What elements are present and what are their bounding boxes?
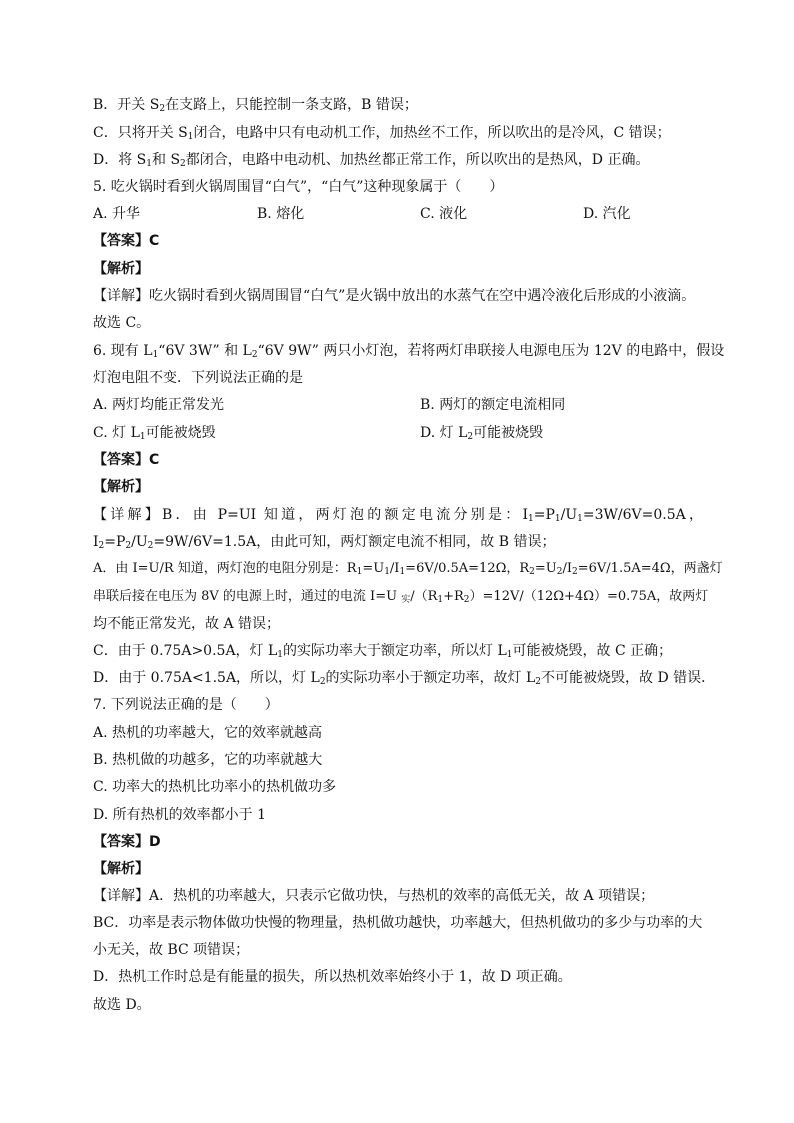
analysis-label: 【解析】 [93, 861, 149, 877]
text-line: B．开关 $S_2$在支路上，只能控制一条支路，B 错误； [93, 97, 418, 114]
answer-label: 【答案】C [93, 452, 160, 468]
option-b: B. 热机做的功越多，它的功率就越大 [93, 752, 323, 768]
option-a: A. 两灯均能正常发光 [93, 397, 225, 413]
question-stem-cont: 灯泡电阻不变．下列说法正确的是 [93, 370, 303, 386]
text-line: C．只将开关 $S_1$闭合，电路中只有电动机工作，加热丝不工作，所以吹出的是冷风，C 错误； [93, 125, 671, 142]
answer-label: 【答案】C [93, 233, 160, 249]
detail-text: 均不能正常发光，故 A 错误； [93, 616, 281, 632]
answer-label: 【答案】D [93, 834, 161, 850]
text-line: D．将 $S_1$和 $S_2$都闭合，电路中电动机、加热丝都正常工作，所以吹出的是热风，D 正确。 [93, 152, 650, 169]
detail-text: $I_2=P_2/U_2=9W/6V=1.5A$，由此可知，两灯额定电流不相同，故 B 错误； [93, 534, 556, 551]
detail-text: D．由于 0.75A<1.5A，所以，灯 $L_2$的实际功率小于额定功率，故灯 $L_2$不可能被烧毁，故 D 错误． [93, 670, 716, 687]
question-stem: 5. 吃火锅时看到火锅周围冒“白气”，“白气”这种现象属于（ ） [93, 179, 504, 195]
detail-text: 【详解】A．热机的功率越大，只表示它做功快，与热机的效率的高低无关，故 A 项错误； [93, 888, 655, 904]
detail-text: C．由于 0.75A>0.5A，灯 $L_1$的实际功率大于额定功率，所以灯 $L_1$可能被烧毁，故 C 正确； [93, 643, 673, 660]
option-c: C. 灯 $L_1$可能被烧毁 [93, 425, 216, 442]
conclusion-text: 故选 D。 [93, 997, 151, 1013]
detail-text: 小无关，故 BC 项错误； [93, 942, 250, 958]
question-stem: 6. 现有 $L_1“6V$ 3W” 和 $L_2“6V$ 9W” 两只小灯泡，若将两灯串联接人电源电压为 12V 的电路中，假设 [93, 343, 725, 360]
option-a: A. 热机的功率越大，它的效率就越高 [93, 725, 323, 741]
question-stem: 7. 下列说法正确的是（ ） [93, 697, 279, 713]
option-c: C. 功率大的热机比功率小的热机做功多 [93, 779, 337, 795]
detail-text: 串联后接在电压为 8V 的电源上时，通过的电流 I=U $_实/(R_1+R_2)=12V/(12\Omega+4\Omega)=0.75A$，故两灯 [93, 589, 709, 605]
detail-text: BC．功率是表示物体做功快慢的物理量，热机做功越快，功率越大，但热机做功的多少与功率的大 [93, 915, 703, 931]
detail-text: A．由 I=U/R 知道，两灯泡的电阻分别是：$R_1=U_1/I_1=6V/0.5A=12\Omega$，$R_2=U_2/I_2=6V/1.5A=4\Omega$，两盏灯 [93, 561, 723, 577]
option-d: D. 灯 $L_2$可能被烧毁 [420, 425, 544, 442]
option-d: D. 汽化 [583, 206, 631, 222]
option-d: D. 所有热机的效率都小于 1 [93, 807, 266, 823]
detail-text: 【详解】B．由 P=UI 知道，两灯泡的额定电流分别是：$I_1=P_1/U_1=3W/6V=0.5A$， [93, 507, 703, 524]
analysis-label: 【解析】 [93, 261, 149, 277]
analysis-label: 【解析】 [93, 479, 149, 495]
option-b: B. 两灯的额定电流相同 [420, 397, 566, 413]
detail-text: 【详解】吃火锅时看到火锅周围冒“白气”是火锅中放出的水蒸气在空中遇冷液化后形成的小液滴。 [93, 288, 696, 304]
option-c: C. 液化 [420, 206, 468, 222]
detail-text: D．热机工作时总是有能量的损失，所以热机效率始终小于 1，故 D 项正确。 [93, 969, 572, 985]
conclusion-text: 故选 C。 [93, 315, 151, 331]
option-b: B. 熔化 [257, 206, 305, 222]
option-a: A. 升华 [93, 206, 141, 222]
